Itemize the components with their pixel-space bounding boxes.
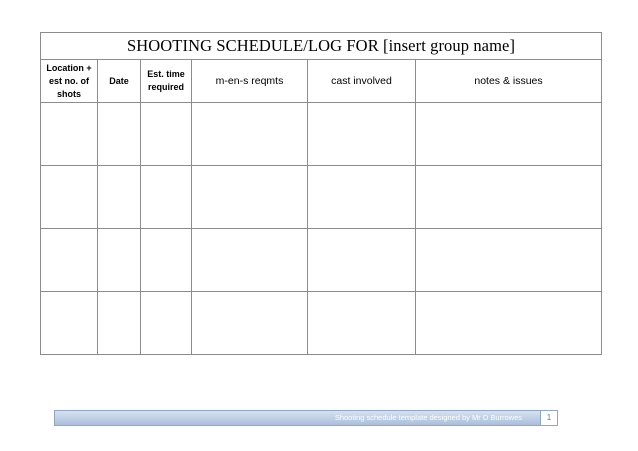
shooting-schedule-table — [40, 32, 602, 355]
table-cell[interactable] — [416, 166, 602, 229]
table-cell[interactable] — [141, 229, 192, 292]
title-row — [41, 33, 602, 60]
table-cell[interactable] — [98, 166, 141, 229]
column-header-est-time: Est. time required — [141, 60, 192, 103]
table-cell[interactable] — [416, 103, 602, 166]
table-row — [41, 292, 602, 355]
table-cell[interactable] — [141, 166, 192, 229]
table-cell[interactable] — [41, 229, 98, 292]
table-cell[interactable] — [308, 292, 416, 355]
table-cell[interactable] — [98, 103, 141, 166]
table-cell[interactable] — [416, 292, 602, 355]
column-header-mise-en-scene: m-en-s reqmts — [192, 60, 308, 103]
table-row — [41, 103, 602, 166]
footer-bar — [55, 411, 542, 425]
table-cell[interactable] — [41, 103, 98, 166]
table-cell[interactable] — [308, 166, 416, 229]
column-header-cast: cast involved — [308, 60, 416, 103]
column-header-notes: notes & issues — [416, 60, 602, 103]
table-cell[interactable] — [141, 292, 192, 355]
table-cell[interactable] — [192, 103, 308, 166]
page-footer — [54, 410, 558, 426]
column-header-location: Location + est no. of shots — [41, 60, 98, 103]
table-cell[interactable] — [98, 229, 141, 292]
table-cell[interactable] — [98, 292, 141, 355]
table-cell[interactable] — [141, 103, 192, 166]
table-cell[interactable] — [192, 229, 308, 292]
schedule-title: SHOOTING SCHEDULE/LOG FOR [insert group name] — [41, 33, 602, 60]
table-row — [41, 166, 602, 229]
table-cell[interactable] — [308, 229, 416, 292]
table-cell[interactable] — [308, 103, 416, 166]
table-cell[interactable] — [192, 292, 308, 355]
table-cell[interactable] — [192, 166, 308, 229]
table-row — [41, 229, 602, 292]
page-number: 1 — [540, 411, 557, 425]
table-cell[interactable] — [41, 292, 98, 355]
footer-credit: Shooting schedule template designed by Mr D Burrowes — [334, 413, 522, 422]
table-cell[interactable] — [416, 229, 602, 292]
column-header-date: Date — [98, 60, 141, 103]
header-row — [41, 60, 602, 103]
table-cell[interactable] — [41, 166, 98, 229]
